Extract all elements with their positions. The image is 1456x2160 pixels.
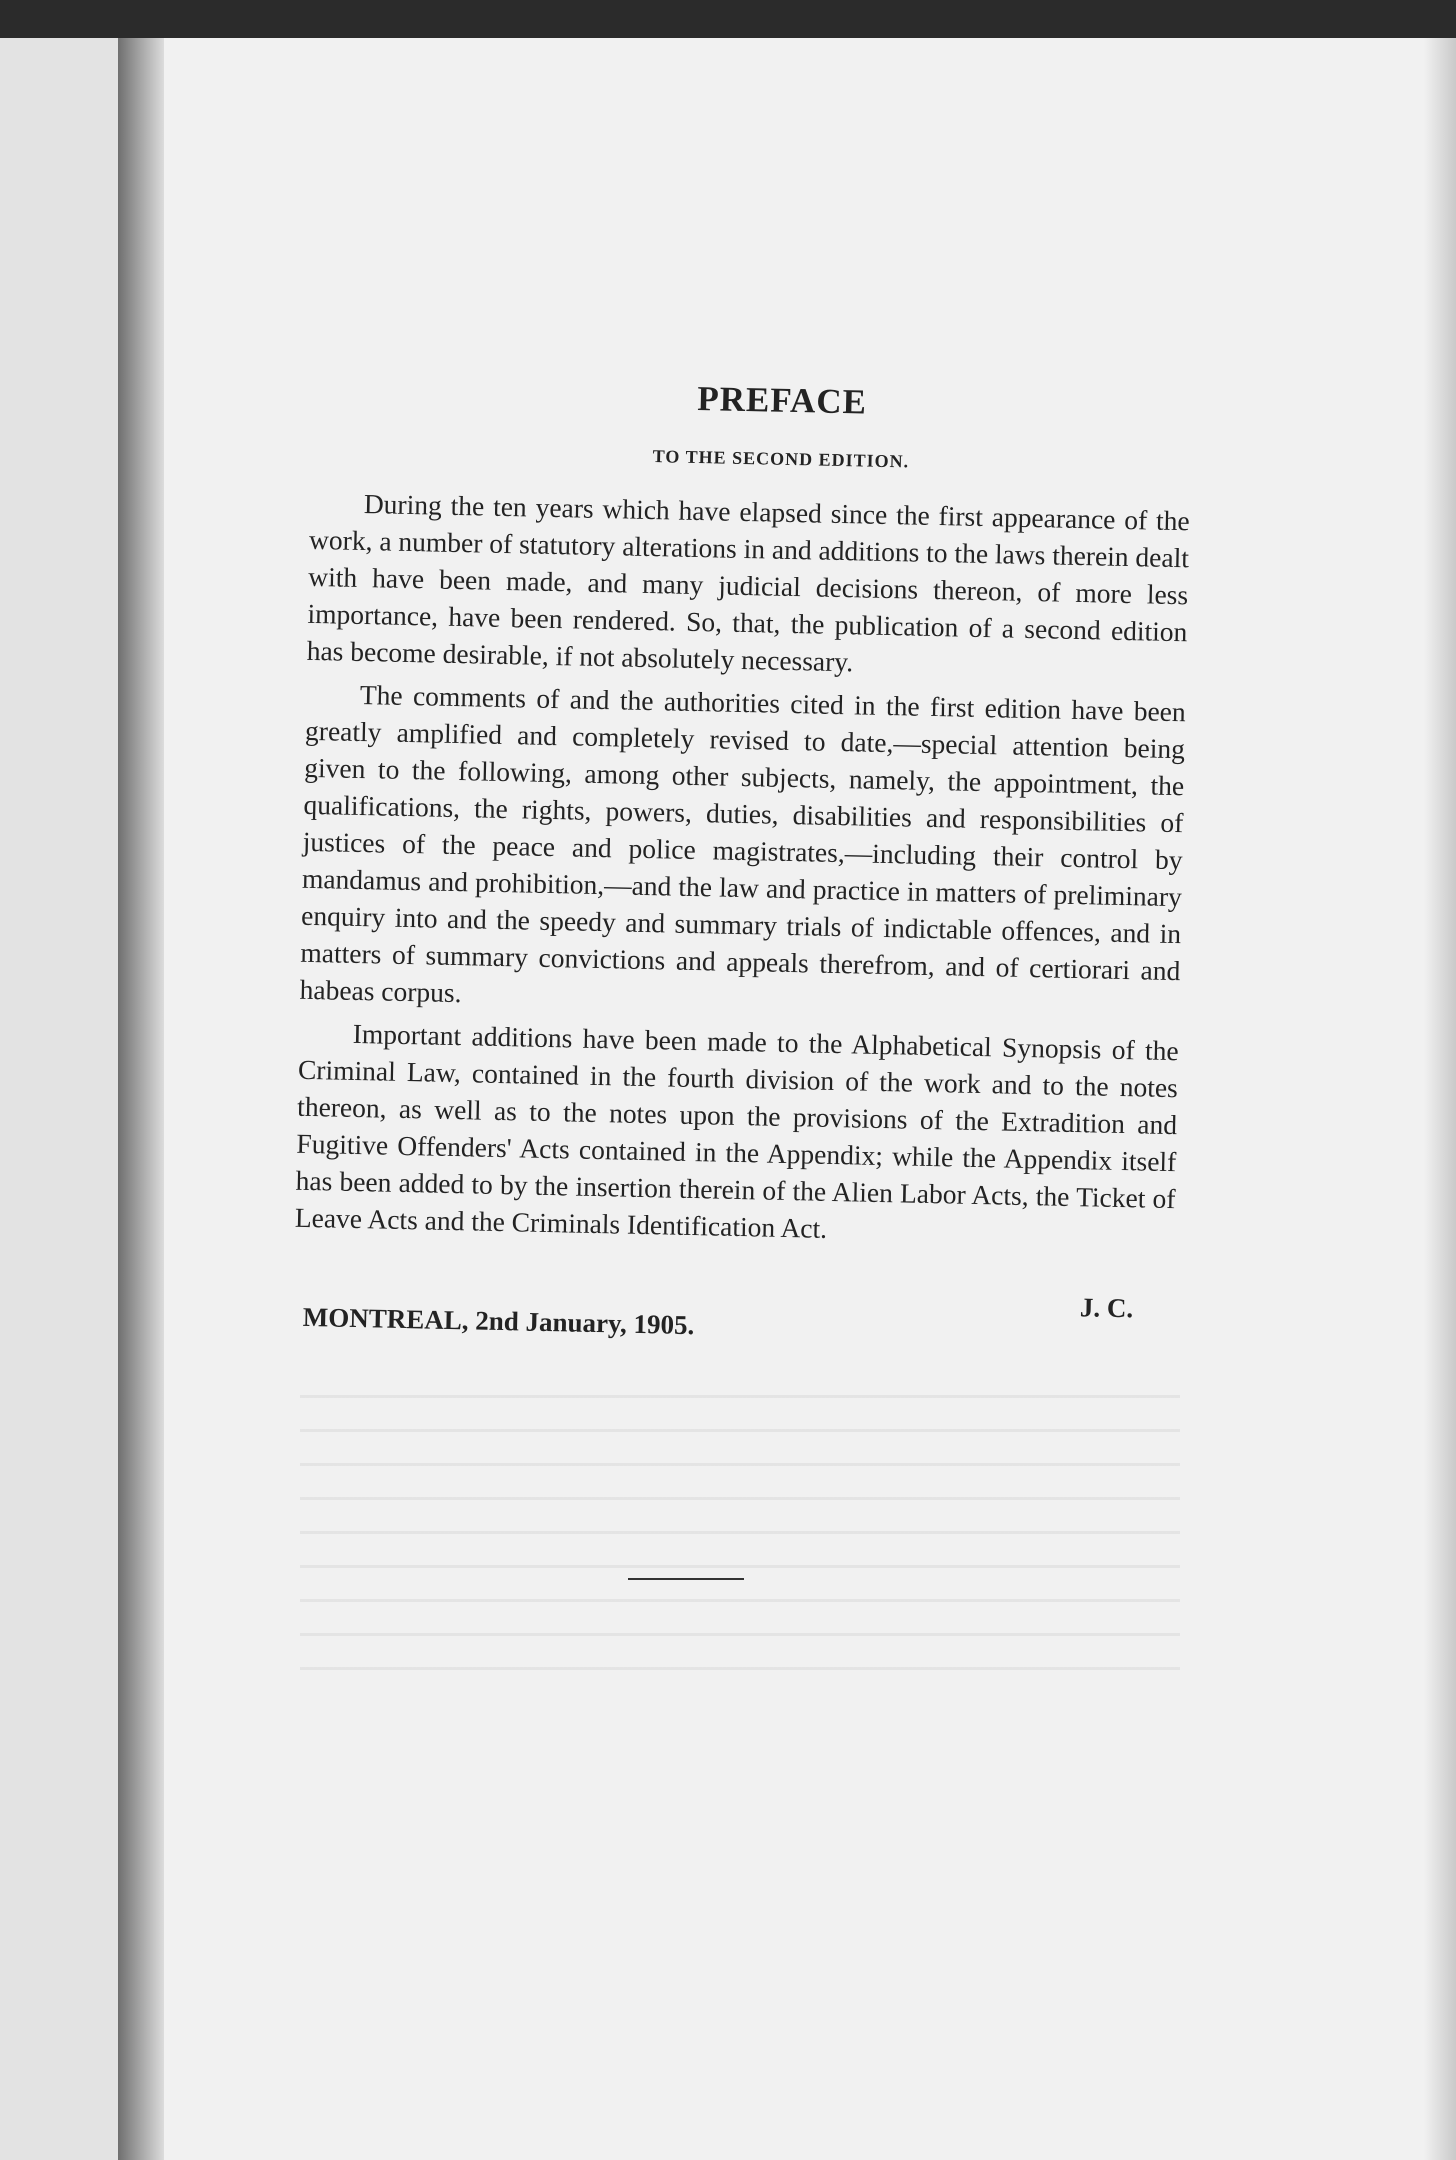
signoff-initials: J. C. [1079, 1292, 1134, 1324]
book-spine [118, 20, 164, 2160]
closing-rule [628, 1578, 744, 1580]
left-margin [0, 38, 120, 2160]
signoff-place-date: MONTREAL, 2nd January, 1905. [302, 1301, 695, 1341]
paragraph-1: During the ten years which have elapsed since the first appearance of the work, a number of statutory alterations in and additions to the laws therein dealt with have been made, and many judicial decisions thereon, of more less importance, have been rendered. So, that, the publication of a second edition has become desirable, if not absolutely necessary. [306, 488, 1191, 678]
paragraph-3: Important additions have been made to the Alphabetical Synopsis of the Criminal Law, contained in the fourth division of the work and to the notes thereon, as well as to the notes upon the provisions of the Extradition and Fugitive Offenders' Acts contained in the Appendix; while the Appendix itself has been added to by the insertion therein of the Alien Labor Acts, the Ticket of Leave Acts and the Criminals Identification Act. [294, 1017, 1179, 1244]
preface-content [292, 371, 1192, 1374]
paragraph-2: The comments of and the authorities cited in the first edition have been greatly amplified and completely revised to date,—special attention being given to the following, among other subjects, namely, the appointment, the qualifications, the rights, powers, duties, disabilities and responsibilities of justices of the peace and police magistrates,—including their control by mandamus and prohibition,—and the law and practice in matters of preliminary enquiry into and the speedy and summary trials of indictable offences, and in matters of summary convictions and appeals therefrom, and of certiorari and habeas corpus. [299, 678, 1187, 1009]
page-title: PREFACE [696, 378, 868, 422]
scan-top-border [0, 0, 1456, 38]
bleed-through-text [300, 1395, 1180, 1695]
page-edge [1424, 28, 1456, 2160]
page-subtitle: TO THE SECOND EDITION. [652, 446, 910, 472]
